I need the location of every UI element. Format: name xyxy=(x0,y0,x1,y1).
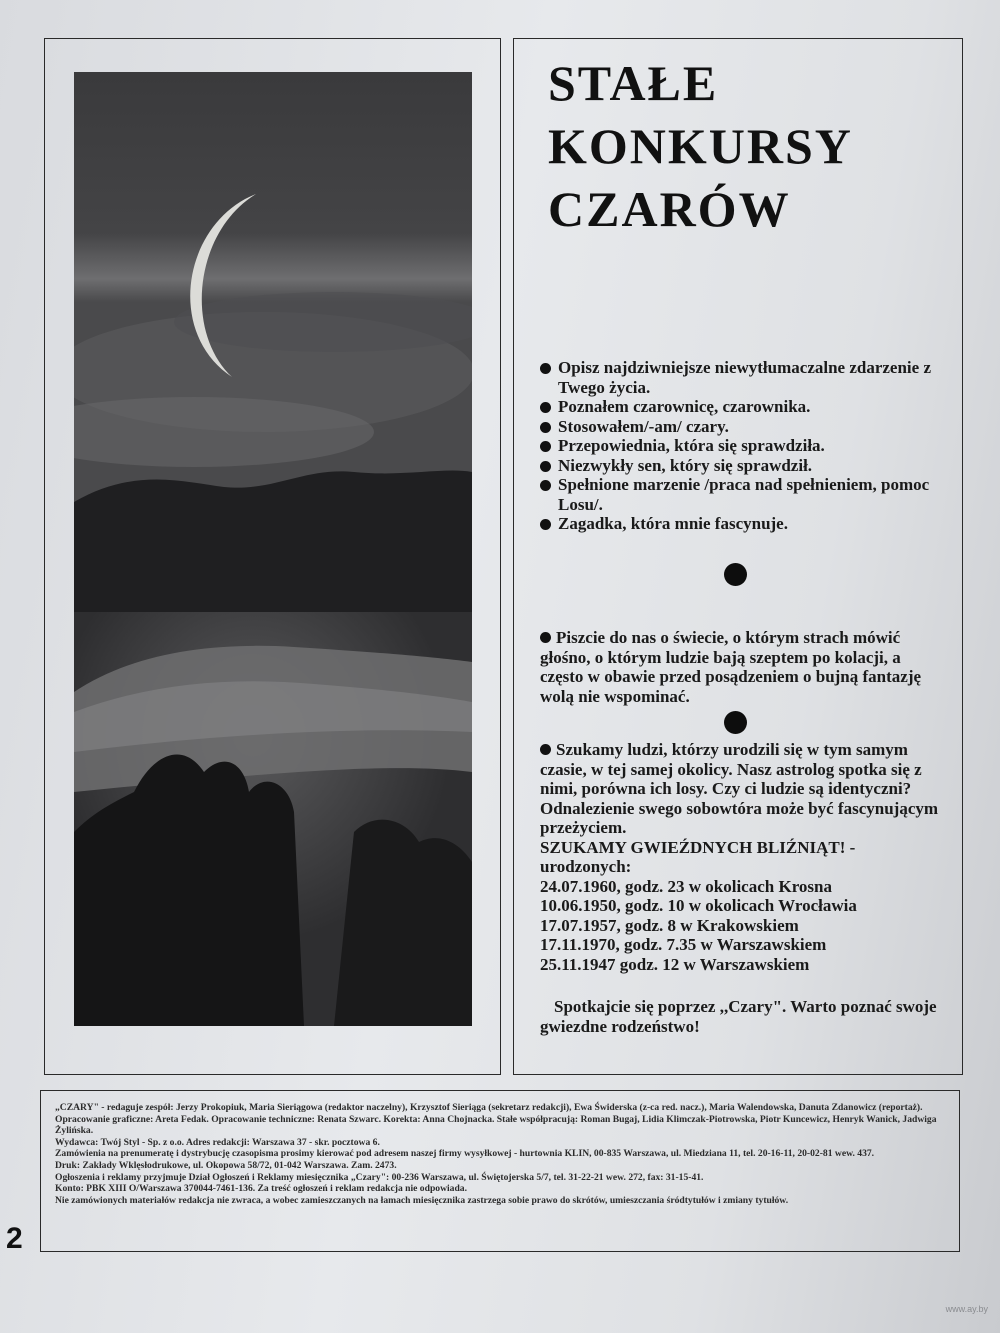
colophon-line: Wydawca: Twój Styl - Sp. z o.o. Adres redakcji: Warszawa 37 - skr. pocztowa 6. xyxy=(55,1136,380,1148)
write-to-us-paragraph xyxy=(540,628,945,706)
section-divider-dot-icon xyxy=(724,563,747,586)
title-line-2: KONKURSY xyxy=(548,118,853,174)
colophon-line: Nie zamówionych materiałów redakcja nie zwraca, a wobec zamieszczanych na łamach miesięcznika zastrzega sobie prawo do skrótów, umieszczania śródtytułów i zmiany tytułów. xyxy=(55,1194,789,1206)
birth-dates-list xyxy=(540,877,950,975)
bullet-dot-icon xyxy=(540,744,551,755)
birth-date-item: 24.07.1960, godz. 23 w okolicach Krosna xyxy=(540,876,833,896)
colophon-text xyxy=(55,1102,950,1206)
contest-topic: Poznałem czarownicę, czarownika. xyxy=(540,397,940,417)
birth-date-item: 17.07.1957, godz. 8 w Krakowskiem xyxy=(540,915,799,935)
twins-intro xyxy=(540,740,950,838)
contest-topics-list xyxy=(540,358,940,534)
contest-topic: Opisz najdziwniejsze niewytłumaczalne zdarzenie z Twego życia. xyxy=(540,358,940,397)
closing-note: Spotkajcie się poprzez ,,Czary". Warto poznać swoje gwiezdne rodzeństwo! xyxy=(540,997,937,1036)
page-number: 2 xyxy=(6,1222,23,1255)
birth-date-item: 10.06.1950, godz. 10 w okolicach Wrocławia xyxy=(540,896,857,915)
colophon-line: Konto: PBK XIII O/Warszawa 370044-7461-136. Za treść ogłoszeń i reklam redakcja nie odpowiada. xyxy=(55,1183,467,1195)
colophon-line: Druk: Zakłady Wklęsłodrukowe, ul. Okopowa 58/72, 01-042 Warszawa. Zam. 2473. xyxy=(55,1159,397,1171)
twins-call: SZUKAMY GWIEŹDNYCH BLIŹNIĄT! - urodzonych: xyxy=(540,837,856,876)
twins-intro-text: Szukamy ludzi, którzy urodzili się w tym samym czasie, w tej samej okolicy. Nasz astrolog spotka się z nimi, porówna ich losy. Czy ci ludzie są identyczni? Odnalezienie swego sobowtóra może być fascynującym przeżyciem. xyxy=(540,740,939,837)
contest-topic: Niezwykły sen, który się sprawdził. xyxy=(540,456,940,476)
write-to-us-text: Piszcie do nas o świecie, o którym strach mówić głośno, o którym ludzie bają szeptem po kolacji, a często w obawie przed posądzeniem o bujną fantazję wolą nie wspominać. xyxy=(540,628,922,706)
birth-date-item: 17.11.1970, godz. 7.35 w Warszawskiem xyxy=(540,935,827,954)
moon-landscape-illustration xyxy=(74,72,472,1026)
colophon-line: „CZARY" - redaguje zespół: Jerzy Prokopiuk, Maria Sieriągowa (redaktor naczelny), Krzysztof Sieriąga (sekretarz redakcji), Ewa Świderska (z-ca red. nacz.), Maria Walendowska, Danuta Zdanowicz (reportaż). Opracowanie graficzne: Areta Fedak. Opracowanie techniczne: Renata Szwarc. Korekta: Anna Chojnacka. Stałe współpracują: Roman Bugaj, Lidia Klimczak-Piotrowska, Piotr Kuncewicz, Henryk Wanick, Jadwiga Żylińska. xyxy=(55,1102,937,1137)
contest-topic: Przepowiednia, która się sprawdziła. xyxy=(540,436,940,456)
contest-topic: Stosowałem/-am/ czary. xyxy=(540,417,940,437)
contest-topic: Zagadka, która mnie fascynuje. xyxy=(540,514,940,534)
bullet-dot-icon xyxy=(540,632,551,643)
title-line-3: CZARÓW xyxy=(548,181,791,237)
page-title xyxy=(548,52,853,241)
colophon-line: Zamówienia na prenumeratę i dystrybucję czasopisma prosimy kierować pod adresem naszej firmy wysyłkowej - hurtownia KLIN, 00-835 Warszawa, ul. Miedziana 11, tel. 20-16-11, 20-02-81 wew. 437. xyxy=(55,1148,875,1160)
contest-topic: Spełnione marzenie /praca nad spełnieniem, pomoc Losu/. xyxy=(540,475,940,514)
night-landscape-photo xyxy=(74,72,472,1026)
star-twins-section xyxy=(540,740,950,974)
colophon-line: Ogłoszenia i reklamy przyjmuje Dział Ogłoszeń i Reklamy miesięcznika „Czary": 00-236 Warszawa, ul. Świętojerska 5/7, tel. 31-22-21 wew. 272, fax: 31-15-41. xyxy=(55,1171,704,1183)
watermark: www.ay.by xyxy=(945,1304,988,1314)
title-line-1: STAŁE xyxy=(548,55,719,111)
birth-date-item: 25.11.1947 godz. 12 w Warszawskiem xyxy=(540,954,810,974)
section-divider-dot-icon xyxy=(724,711,747,734)
